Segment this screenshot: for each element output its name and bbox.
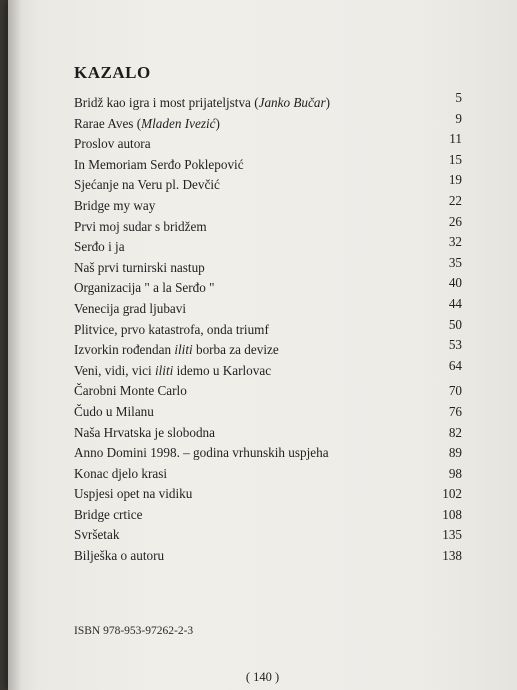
toc-entry-title: Naša Hrvatska je slobodna — [74, 424, 215, 440]
toc-entry — [74, 213, 462, 238]
toc-entry-title: Venecija grad ljubavi — [74, 300, 187, 316]
toc-entry — [74, 525, 462, 546]
toc-entry-page: 22 — [448, 192, 462, 208]
toc-entry-page: 9 — [455, 110, 462, 126]
toc-entry — [74, 402, 462, 423]
toc-entry — [74, 295, 462, 320]
toc-entry-title: Bridž kao igra i most prijateljstva (Janko Bučar) — [74, 95, 331, 110]
toc-entry — [74, 484, 462, 505]
toc-entry-page: 98 — [448, 465, 462, 481]
toc-entry-page: 40 — [448, 275, 462, 291]
toc-entry-page: 26 — [448, 213, 462, 229]
toc-entry-title: Svršetak — [74, 527, 120, 543]
toc-entry — [74, 90, 462, 114]
toc-entry — [74, 110, 462, 135]
toc-entry-title: Anno Domini 1998. – godina vrhunskih uspjeha — [74, 445, 329, 461]
toc-entry-page: 135 — [442, 527, 462, 543]
toc-entry-title: Veni, vidi, vici iliti idemo u Karlovac — [74, 362, 272, 378]
toc-entry-page: 102 — [442, 486, 462, 502]
toc-entry-title: In Memoriam Serđo Poklepović — [74, 156, 244, 172]
toc-entry-page: 53 — [448, 337, 462, 353]
toc-entry-page: 70 — [448, 383, 462, 399]
table-of-contents — [74, 90, 462, 567]
toc-entry-title: Serđo i ja — [74, 239, 125, 255]
toc-entry — [74, 464, 462, 485]
toc-entry-page: 15 — [448, 151, 462, 167]
toc-entry — [74, 381, 462, 402]
toc-entry-page: 44 — [448, 295, 462, 311]
toc-entry-title: Organizacija " a la Serđo " — [74, 280, 215, 296]
toc-entry-page: 108 — [442, 506, 462, 522]
toc-entry-page: 32 — [448, 234, 462, 250]
book-page — [8, 0, 517, 690]
toc-entry-title: Naš prvi turnirski nastup — [74, 259, 205, 275]
toc-entry-title: Rarae Aves (Mladen Ivezić) — [74, 115, 220, 131]
toc-entry — [74, 423, 462, 444]
toc-entry — [74, 234, 462, 258]
isbn-text: ISBN 978-953-97262-2-3 — [74, 625, 194, 637]
toc-entry — [74, 151, 462, 176]
toc-entry-page: 89 — [448, 445, 462, 461]
toc-entry-title: Plitvice, prvo katastrofa, onda triumf — [74, 321, 269, 337]
page-number: ( 140 ) — [245, 670, 280, 684]
toc-entry — [74, 172, 462, 196]
toc-entry-page: 19 — [448, 172, 462, 188]
toc-entry-page: 11 — [449, 131, 462, 147]
toc-entry — [74, 192, 462, 217]
toc-entry-title: Bridge my way — [74, 197, 156, 213]
toc-entry-page: 138 — [442, 548, 462, 564]
toc-entry-title: Čudo u Milanu — [74, 403, 154, 419]
toc-entry — [74, 254, 462, 279]
toc-entry-page: 5 — [455, 90, 462, 105]
toc-entry — [74, 546, 462, 567]
toc-entry — [74, 275, 462, 299]
page-title: KAZALO — [74, 63, 151, 82]
toc-entry — [74, 443, 462, 464]
toc-entry-title: Konac djelo krasi — [74, 465, 168, 481]
toc-entry-page: 64 — [448, 357, 462, 373]
toc-entry — [74, 357, 462, 382]
toc-entry-title: Proslov autora — [74, 136, 151, 152]
toc-entry — [74, 316, 462, 341]
toc-entry — [74, 131, 462, 155]
toc-entry-page: 35 — [448, 254, 462, 270]
toc-entry-title: Bilješka o autoru — [74, 548, 165, 564]
toc-entry-title: Izvorkin rođendan iliti borba za devize — [74, 342, 279, 358]
toc-entry-title: Prvi moj sudar s bridžem — [74, 218, 207, 234]
toc-entry-title: Uspjesi opet na vidiku — [74, 486, 193, 502]
toc-entry-page: 76 — [448, 403, 462, 419]
toc-entry-title: Sjećanje na Veru pl. Devčić — [74, 177, 220, 193]
toc-entry-title: Bridge crtice — [74, 506, 143, 522]
spine-shadow — [8, 0, 22, 690]
toc-entry-title: Čarobni Monte Carlo — [74, 383, 187, 399]
toc-entry — [74, 505, 462, 526]
toc-entry-page: 50 — [448, 316, 462, 332]
toc-entry — [74, 337, 462, 361]
toc-entry-page: 82 — [448, 424, 462, 440]
